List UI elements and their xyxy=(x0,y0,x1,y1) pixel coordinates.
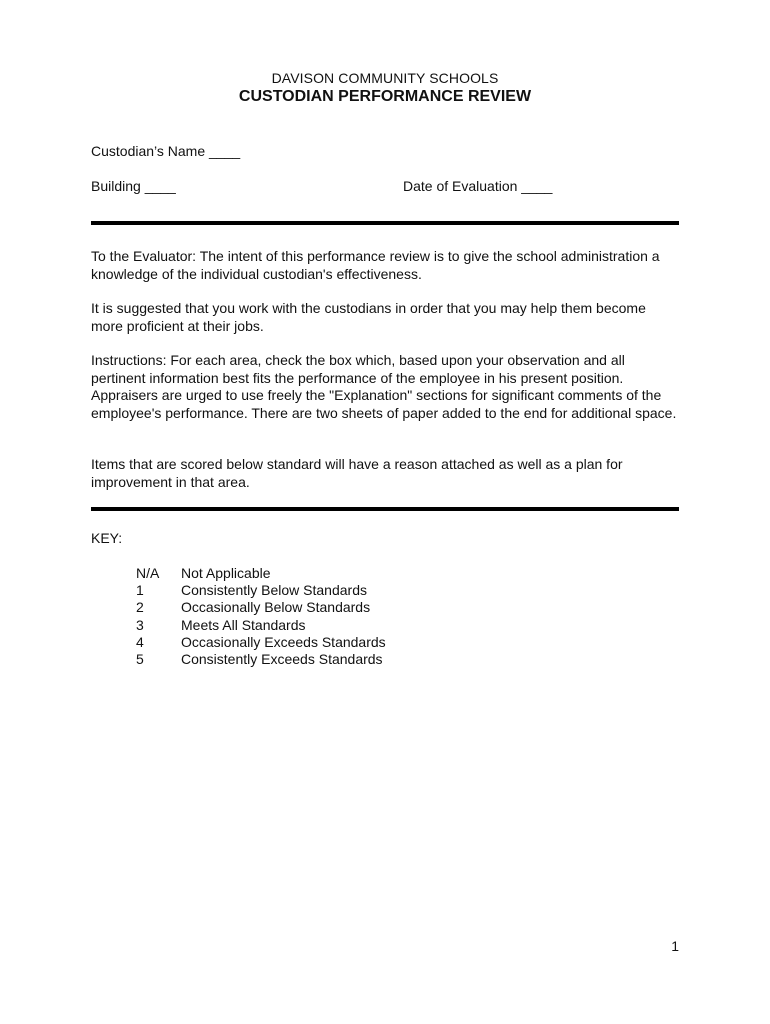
key-description: Occasionally Below Standards xyxy=(181,599,371,616)
key-description: Consistently Below Standards xyxy=(181,582,367,599)
key-item xyxy=(136,582,386,599)
suggestion-paragraph: It is suggested that you work with the custodians in order that you may help them become more proficient at their jobs. xyxy=(91,300,646,334)
key-code: 5 xyxy=(136,650,144,667)
key-code: 4 xyxy=(136,633,144,650)
key-list xyxy=(136,565,386,668)
key-label: KEY: xyxy=(91,530,123,546)
below-standard-paragraph: Items that are scored below standard will have a reason attached as well as a plan for improvement in that area. xyxy=(91,456,623,490)
key-code: 3 xyxy=(136,616,144,633)
instructions-paragraph: Instructions: For each area, check the box which, based upon your observation and all pertinent information best fits the performance of the employee in his present position. Appraisers are urged to use freely the "Explanation" sections for significant comments of the employee's performance. There are two sheets of paper added to the end for additional space. xyxy=(91,352,677,421)
key-description: Not Applicable xyxy=(181,565,271,581)
key-description: Occasionally Exceeds Standards xyxy=(181,633,386,650)
divider-top xyxy=(91,221,679,225)
custodian-name-field: Custodian’s Name ____ xyxy=(91,143,241,159)
key-item xyxy=(136,599,386,616)
key-code: 1 xyxy=(136,582,144,599)
document-title: CUSTODIAN PERFORMANCE REVIEW xyxy=(238,88,532,105)
building-field: Building ____ xyxy=(91,178,176,194)
evaluator-intro-paragraph: To the Evaluator: The intent of this performance review is to give the school administration a knowledge of the individual custodian's effectiveness. xyxy=(91,248,660,282)
key-description: Consistently Exceeds Standards xyxy=(181,650,383,667)
key-item xyxy=(136,634,386,651)
page-number: 1 xyxy=(671,938,679,954)
organization-name: DAVISON COMMUNITY SCHOOLS xyxy=(271,70,499,86)
key-code: N/A xyxy=(136,565,160,581)
date-of-evaluation-field: Date of Evaluation ____ xyxy=(403,178,553,194)
key-description: Meets All Standards xyxy=(181,616,306,633)
divider-bottom xyxy=(91,507,679,511)
key-item xyxy=(136,651,386,668)
key-item xyxy=(136,617,386,634)
key-item xyxy=(136,565,386,582)
key-code: 2 xyxy=(136,599,144,616)
